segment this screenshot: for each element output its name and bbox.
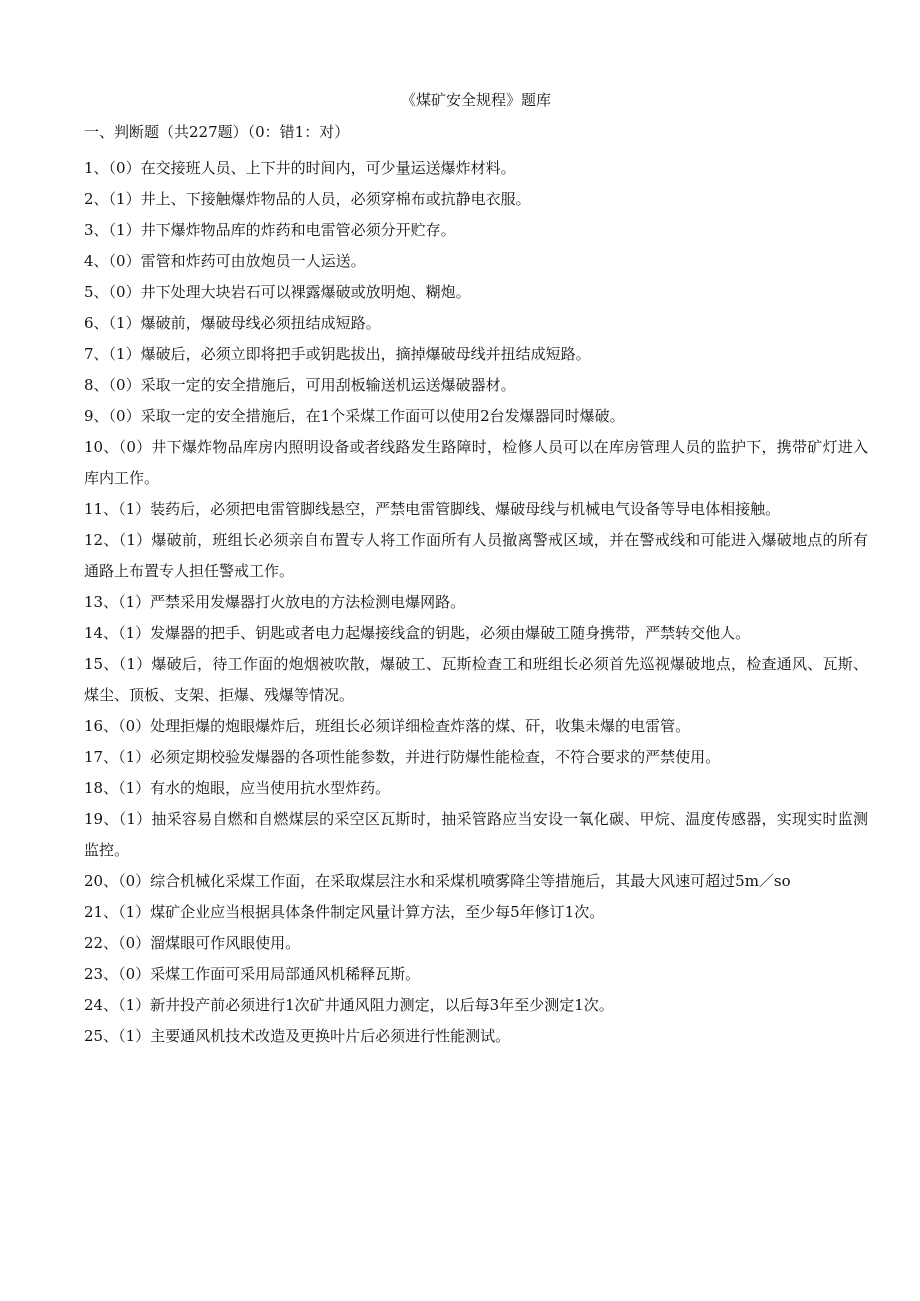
question-item [84, 587, 868, 618]
question-text: 处理拒爆的炮眼爆炸后，班组长必须详细检查炸落的煤、矸，收集未爆的电雷管。 [150, 717, 691, 735]
question-item [84, 990, 868, 1021]
question-text: 主要通风机技术改造及更换叶片后必须进行性能测试。 [150, 1027, 511, 1045]
question-number: 1、 [84, 159, 109, 177]
question-answer: （1） [118, 996, 151, 1014]
question-text: 爆破后，必须立即将把手或钥匙拔出，摘掉爆破母线并扭结成短路。 [140, 345, 591, 363]
question-text: 新井投产前必须进行1次矿井通风阻力测定，以后每3年至少测定1次。 [150, 996, 614, 1014]
question-answer: （1） [118, 624, 151, 642]
question-number: 12、 [84, 531, 119, 549]
question-number: 25、 [84, 1027, 119, 1045]
question-text: 发爆器的把手、钥匙或者电力起爆接线盒的钥匙，必须由爆破工随身携带，严禁转交他人。 [150, 624, 751, 642]
question-item [84, 649, 868, 711]
question-number: 5、 [84, 283, 109, 301]
question-item [84, 215, 868, 246]
question-text: 装药后，必须把电雷管脚线悬空，严禁电雷管脚线、爆破母线与机械电气设备等导电体相接触。 [150, 500, 781, 518]
question-item [84, 184, 868, 215]
section-heading: 一、判断题（共227题）（0：错1：对） [84, 123, 350, 141]
question-item [84, 618, 868, 649]
question-answer: （0） [108, 283, 141, 301]
question-answer: （0） [108, 376, 141, 394]
question-number: 9、 [84, 407, 109, 425]
question-text: 必须定期校验发爆器的各项性能参数，并进行防爆性能检查，不符合要求的严禁使用。 [150, 748, 721, 766]
question-number: 16、 [84, 717, 119, 735]
question-text: 采取一定的安全措施后，在1个采煤工作面可以使用2台发爆器同时爆破。 [140, 407, 625, 425]
question-item [84, 866, 868, 897]
question-item [84, 370, 868, 401]
question-number: 18、 [84, 779, 119, 797]
question-item [84, 897, 868, 928]
question-text: 采取一定的安全措施后，可用刮板输送机运送爆破器材。 [140, 376, 516, 394]
question-list [84, 153, 868, 1052]
question-answer: （0） [108, 407, 141, 425]
question-answer: （1） [108, 190, 141, 208]
question-text: 综合机械化采煤工作面，在采取煤层注水和采煤机喷雾降尘等措施后，其最大风速可超过5m／so [150, 872, 791, 890]
question-text: 煤矿企业应当根据具体条件制定风量计算方法，至少每5年修订1次。 [150, 903, 605, 921]
question-number: 23、 [84, 965, 119, 983]
question-answer: （1） [108, 221, 141, 239]
question-answer: （1） [118, 748, 151, 766]
document-title: 《煤矿安全规程》题库 [400, 91, 551, 109]
question-answer: （1） [118, 779, 151, 797]
question-item [84, 742, 868, 773]
question-item [84, 277, 868, 308]
question-text: 井下爆炸物品库房内照明设备或者线路发生路障时，检修人员可以在库房管理人员的监护下，携带矿灯进入库内工作。 [84, 438, 868, 487]
question-answer: （0） [118, 438, 152, 456]
question-item [84, 1021, 868, 1052]
question-answer: （1） [118, 655, 152, 673]
question-item [84, 928, 868, 959]
question-number: 14、 [84, 624, 119, 642]
question-text: 爆破后，待工作面的炮烟被吹散，爆破工、瓦斯检查工和班组长必须首先巡视爆破地点，检查通风、瓦斯、煤尘、顶板、支架、拒爆、残爆等情况。 [84, 655, 868, 704]
question-text: 井上、下接触爆炸物品的人员，必须穿棉布或抗静电衣服。 [140, 190, 531, 208]
question-text: 在交接班人员、上下井的时间内，可少量运送爆炸材料。 [140, 159, 516, 177]
question-answer: （1） [118, 810, 152, 828]
question-item [84, 401, 868, 432]
question-number: 7、 [84, 345, 109, 363]
question-number: 15、 [84, 655, 119, 673]
question-item [84, 959, 868, 990]
question-item [84, 804, 868, 866]
question-number: 2、 [84, 190, 109, 208]
question-answer: （1） [118, 1027, 151, 1045]
question-number: 3、 [84, 221, 109, 239]
question-item [84, 494, 868, 525]
question-answer: （1） [118, 500, 151, 518]
question-text: 采煤工作面可采用局部通风机稀释瓦斯。 [150, 965, 421, 983]
question-answer: （1） [108, 345, 141, 363]
question-number: 20、 [84, 872, 119, 890]
question-answer: （1） [118, 531, 152, 549]
question-answer: （0） [108, 252, 141, 270]
question-number: 19、 [84, 810, 119, 828]
question-number: 13、 [84, 593, 119, 611]
question-text: 井下处理大块岩石可以裸露爆破或放明炮、糊炮。 [140, 283, 471, 301]
question-answer: （0） [118, 965, 151, 983]
question-text: 雷管和炸药可由放炮员一人运送。 [140, 252, 366, 270]
question-number: 11、 [84, 500, 119, 518]
question-number: 24、 [84, 996, 119, 1014]
question-answer: （0） [118, 934, 151, 952]
question-number: 8、 [84, 376, 109, 394]
question-number: 21、 [84, 903, 119, 921]
question-number: 22、 [84, 934, 119, 952]
question-item [84, 432, 868, 494]
question-text: 抽采容易自燃和自燃煤层的采空区瓦斯时，抽采管路应当安设一氧化碳、甲烷、温度传感器，实现实时监测监控。 [84, 810, 868, 859]
question-answer: （1） [108, 314, 141, 332]
question-answer: （1） [118, 593, 151, 611]
question-answer: （0） [118, 717, 151, 735]
question-text: 严禁采用发爆器打火放电的方法检测电爆网路。 [150, 593, 466, 611]
question-item [84, 246, 868, 277]
question-text: 溜煤眼可作风眼使用。 [150, 934, 301, 952]
question-item [84, 525, 868, 587]
question-number: 10、 [84, 438, 119, 456]
question-item [84, 153, 868, 184]
question-text: 井下爆炸物品库的炸药和电雷管必须分开贮存。 [140, 221, 456, 239]
question-answer: （0） [108, 159, 141, 177]
question-text: 爆破前，班组长必须亲自布置专人将工作面所有人员撤离警戒区域，并在警戒线和可能进入爆破地点的所有通路上布置专人担任警戒工作。 [84, 531, 868, 580]
document-page [84, 88, 868, 1052]
question-number: 4、 [84, 252, 109, 270]
question-answer: （0） [118, 872, 151, 890]
question-item [84, 773, 868, 804]
question-answer: （1） [118, 903, 151, 921]
question-item [84, 339, 868, 370]
question-number: 6、 [84, 314, 109, 332]
question-item [84, 308, 868, 339]
question-text: 爆破前，爆破母线必须扭结成短路。 [140, 314, 381, 332]
question-item [84, 711, 868, 742]
question-number: 17、 [84, 748, 119, 766]
question-text: 有水的炮眼，应当使用抗水型炸药。 [150, 779, 391, 797]
